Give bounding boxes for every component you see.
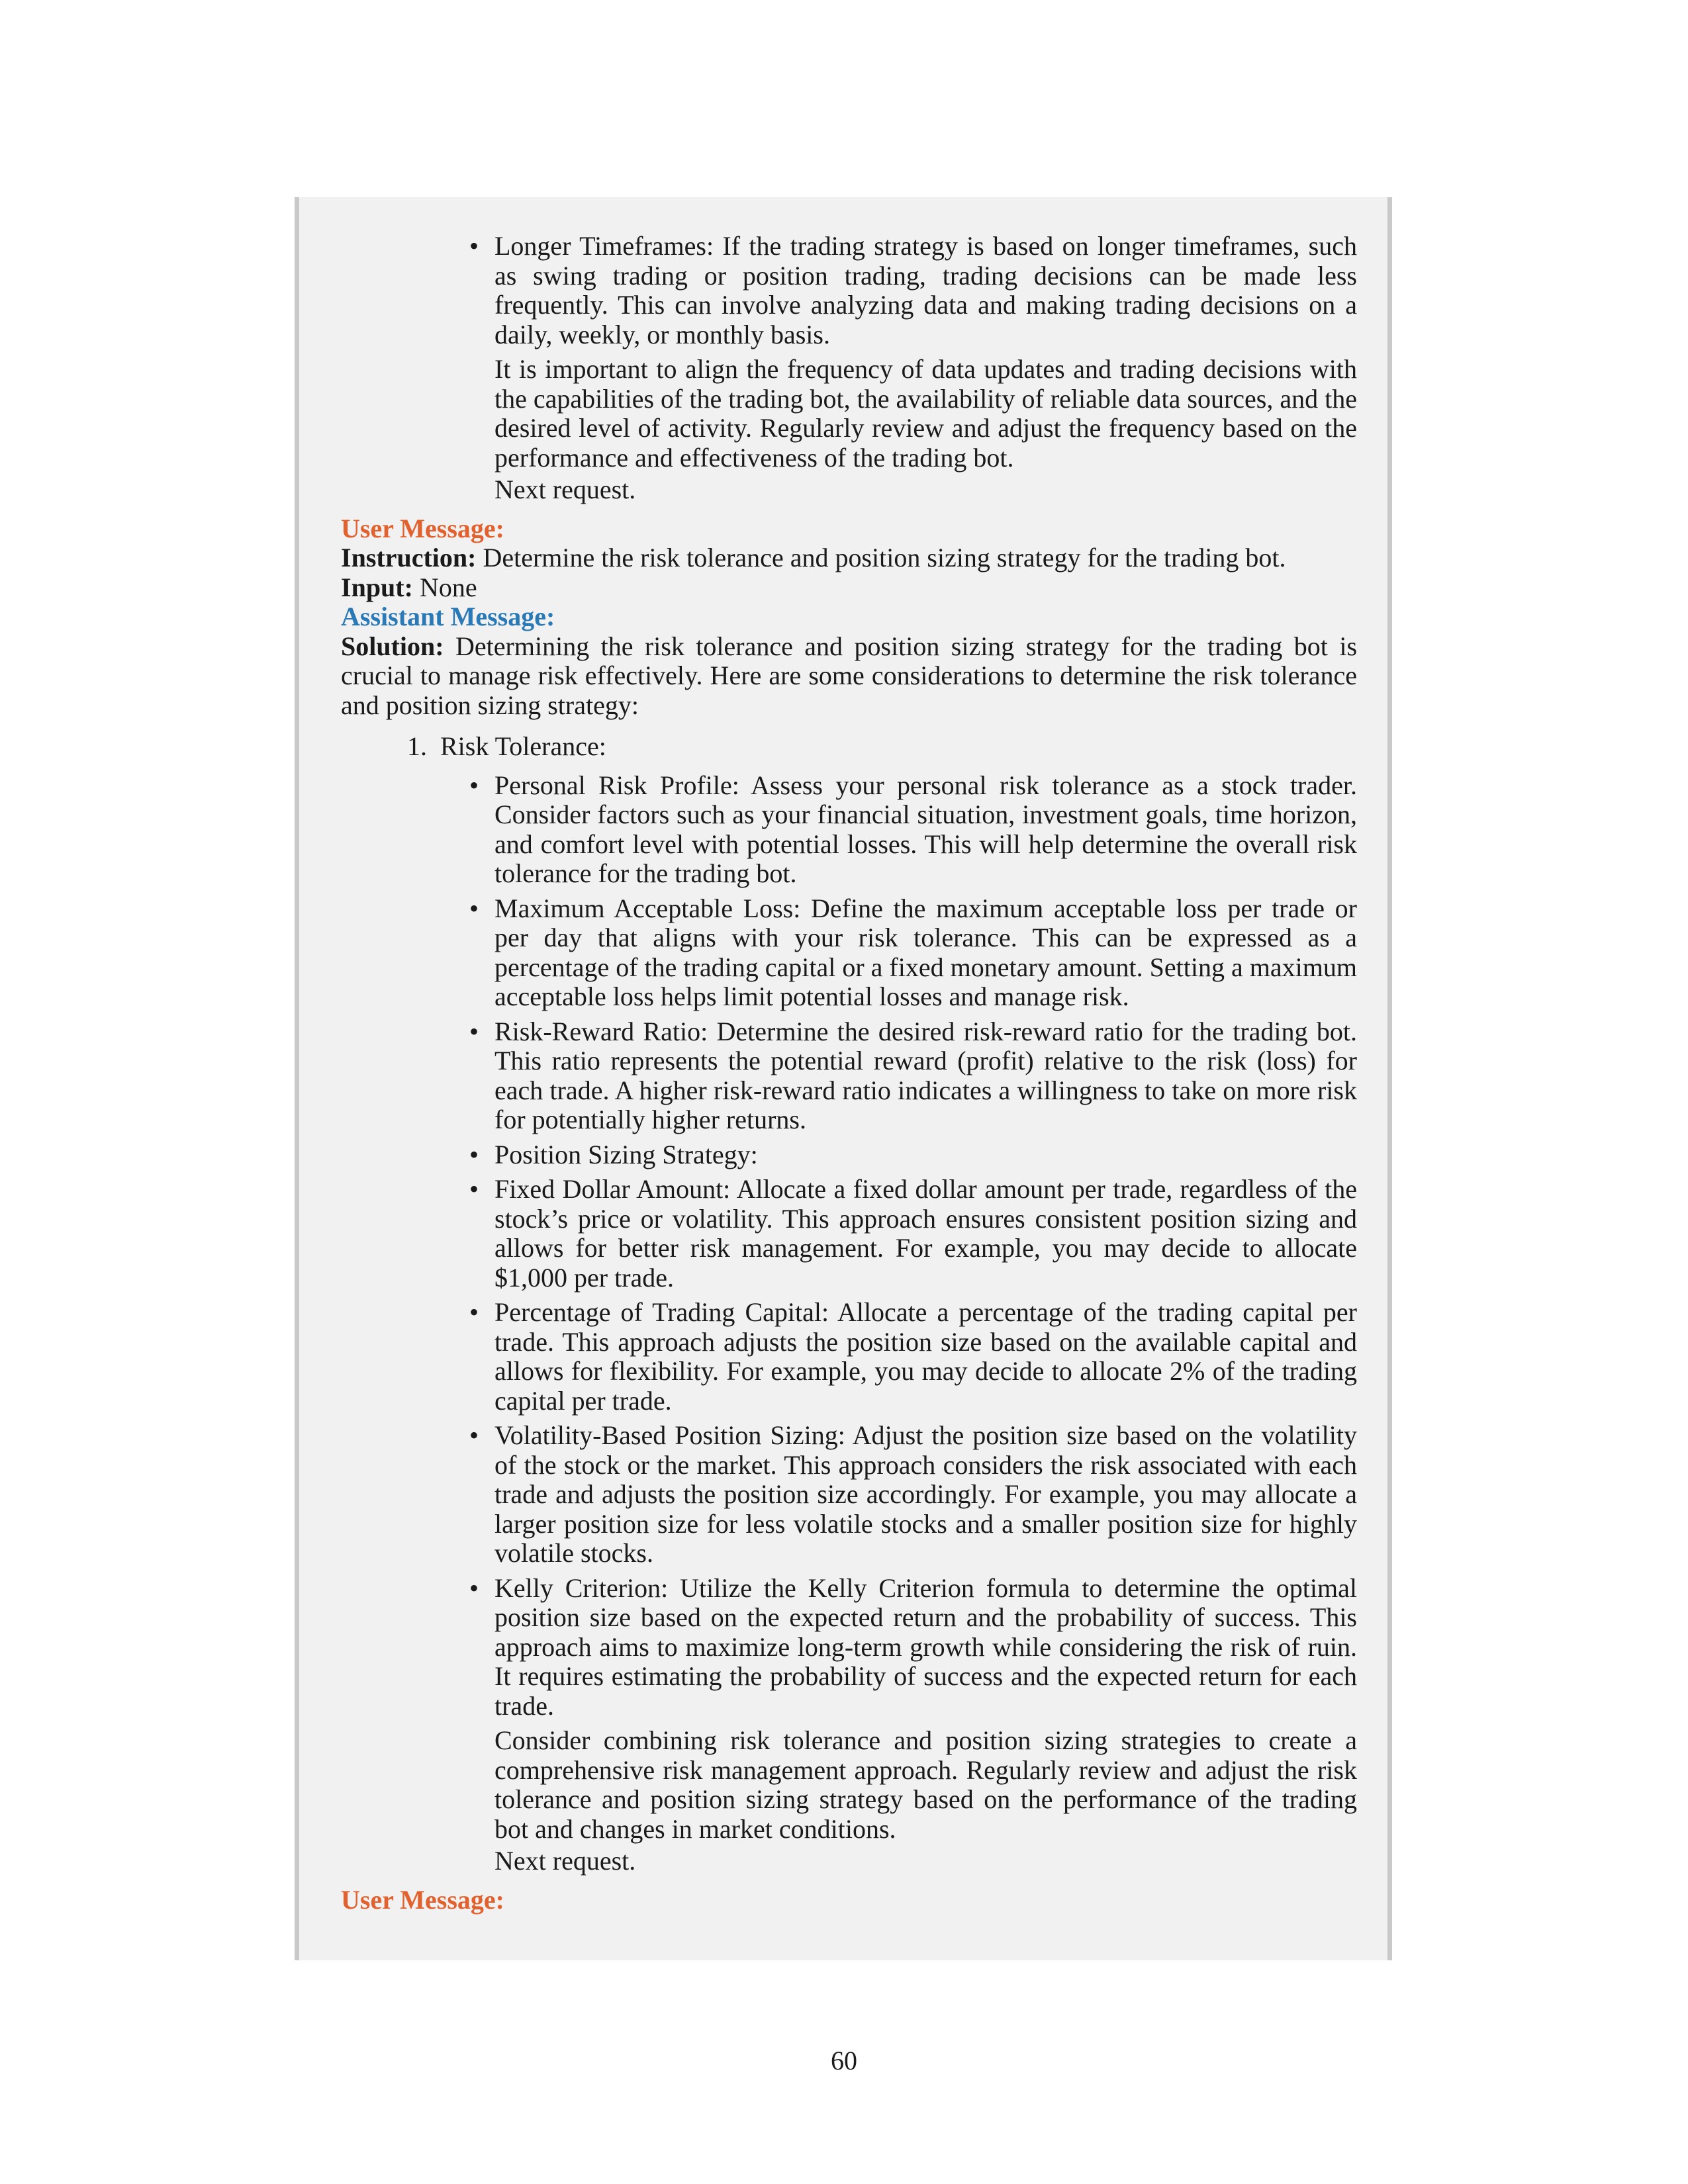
conversation-panel	[295, 197, 1392, 1960]
page-number: 60	[831, 2046, 857, 2075]
list-item: • Longer Timeframes: If the trading strategy is based on longer timeframes, such as swing trading or position trading, trading decisions can be made less frequently. This can involve analyzing data and making trading decisions on a daily, weekly, or monthly basis.	[494, 232, 1357, 349]
user-message-2	[341, 1886, 1357, 1915]
list-item: • Risk-Reward Ratio: Determine the desired risk-reward ratio for the trading bot. This ratio represents the potential reward (profit) relative to the risk (loss) for each trade. A higher risk-reward ratio indicates a willingness to take on more risk for potentially higher returns.	[494, 1017, 1357, 1135]
solution-text: Determining the risk tolerance and position sizing strategy for the trading bot is crucial to manage risk effectively. Here are some considerations to determine the risk tolerance and position sizing strategy:	[341, 631, 1358, 720]
instruction-line	[341, 543, 1357, 573]
top-closing-paragraph: It is important to align the frequency of data updates and trading decisions with the capabilities of the trading bot, the availability of reliable data sources, and the desired level of activity. Regularly review and adjust the frequency based on the performance and effectiveness of the trading bot.	[494, 354, 1357, 473]
instruction-text: Determine the risk tolerance and position sizing strategy for the trading bot.	[483, 543, 1286, 572]
top-next-request: Next request.	[494, 475, 636, 504]
assistant-message	[341, 602, 1357, 1876]
assistant-message-label: Assistant Message:	[341, 602, 555, 631]
list-item: • Volatility-Based Position Sizing: Adjust the position size based on the volatility of the stock or the market. This approach considers the risk associated with each trade and adjusts the position size accordingly. For example, you may allocate a larger position size for less volatile stocks and a smaller position size for highly volatile stocks.	[494, 1421, 1357, 1569]
top-bullet-list	[341, 232, 1357, 349]
enum-title: Risk Tolerance:	[440, 731, 606, 761]
enumerated-item	[341, 732, 1357, 762]
solution-paragraph	[341, 632, 1357, 721]
user-message-1	[341, 514, 1357, 603]
user-message-label: User Message:	[341, 513, 504, 543]
conversation-content	[341, 232, 1357, 1915]
solution-label: Solution:	[341, 631, 444, 661]
input-label: Input:	[341, 572, 413, 602]
enum-number: 1.	[407, 731, 427, 761]
risk-bullet-list	[341, 771, 1357, 1721]
list-item: • Maximum Acceptable Loss: Define the maximum acceptable loss per trade or per day that aligns with your risk tolerance. This can be expressed as a percentage of the trading capital or a fixed monetary amount. Setting a maximum acceptable loss helps limit potential losses and manage risk.	[494, 894, 1357, 1012]
instruction-label: Instruction:	[341, 543, 477, 572]
assistant-next-request: Next request.	[494, 1846, 636, 1876]
list-item: • Fixed Dollar Amount: Allocate a fixed dollar amount per trade, regardless of the stock’s price or volatility. This approach ensures consistent position sizing and allows for better risk management. For example, you may decide to allocate $1,000 per trade.	[494, 1175, 1357, 1293]
list-item: • Personal Risk Profile: Assess your personal risk tolerance as a stock trader. Consider factors such as your financial situation, investment goals, time horizon, and comfort level with potential losses. This will help determine the overall risk tolerance for the trading bot.	[494, 771, 1357, 889]
list-item: • Position Sizing Strategy:	[494, 1140, 1357, 1170]
input-line	[341, 573, 1357, 603]
assistant-closing-paragraph: Consider combining risk tolerance and position sizing strategies to create a comprehensive risk management approach. Regularly review and adjust the risk tolerance and position sizing strategy based on the performance of the trading bot and changes in market conditions.	[494, 1725, 1357, 1844]
input-text: None	[419, 572, 477, 602]
user-message-label: User Message:	[341, 1884, 504, 1915]
list-item: • Kelly Criterion: Utilize the Kelly Criterion formula to determine the optimal position size based on the expected return and the probability of success. This approach aims to maximize long-term growth while considering the risk of ruin. It requires estimating the probability of success and the expected return for each trade.	[494, 1574, 1357, 1721]
list-item: • Percentage of Trading Capital: Allocate a percentage of the trading capital per trade. This approach adjusts the position size based on the available capital and allows for flexibility. For example, you may decide to allocate 2% of the trading capital per trade.	[494, 1298, 1357, 1416]
